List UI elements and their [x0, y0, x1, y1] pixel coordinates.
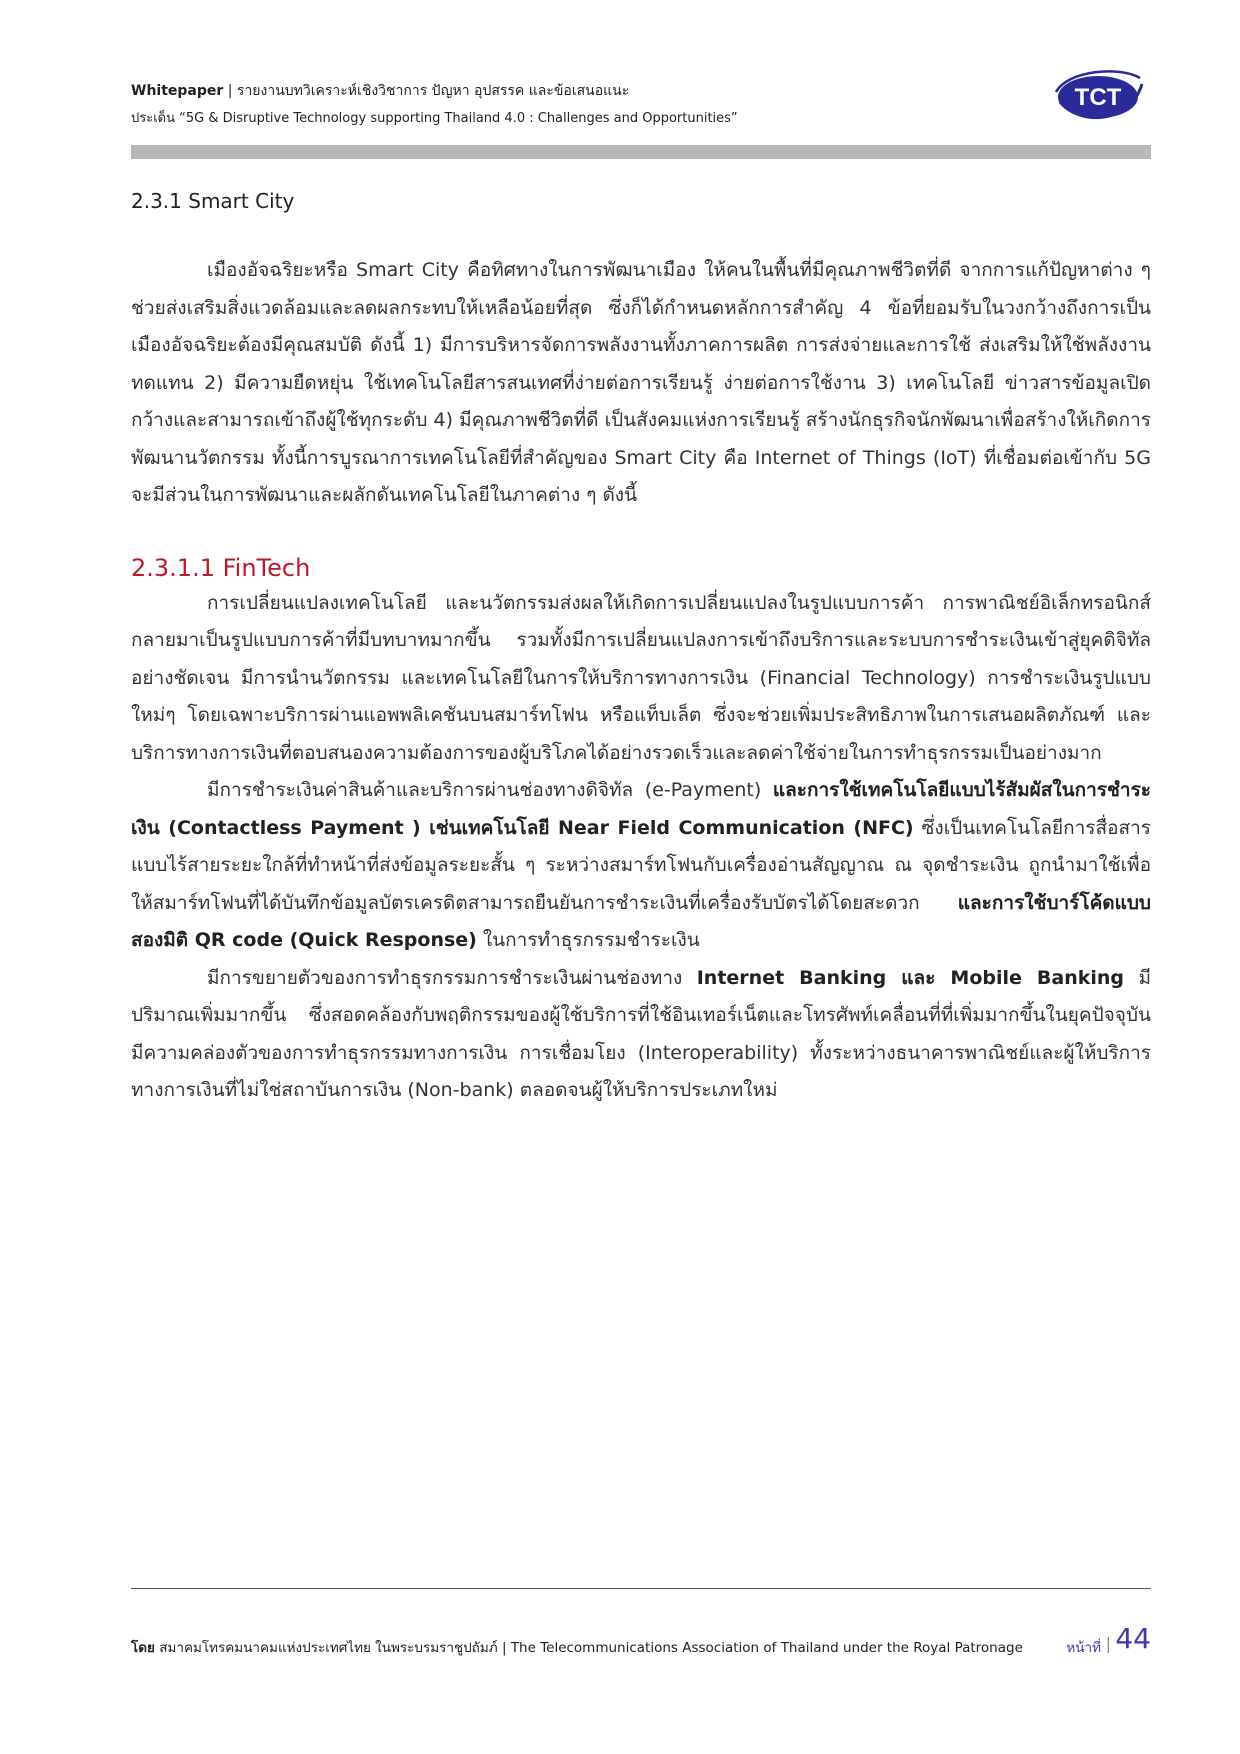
footer-divider [131, 1588, 1151, 1589]
p3-bold-banking: Internet Banking และ Mobile Banking [696, 966, 1125, 989]
fintech-paragraph-1: การเปลี่ยนแปลงเทคโนโลยี และนวัตกรรมส่งผลให้เกิดการเปลี่ยนแปลงในรูปแบบการค้า การพาณิชย์อิเล็กทรอนิกส์กลายมาเป็นรูปแบบการค้าที่มีบทบาทมากขึ้น รวมทั้งมีการเปลี่ยนแปลงการเข้าถึงบริการและระบบการชำระเงินเข้าสู่ยุคดิจิทัลอย่างชัดเจน มีการนำนวัตกรรม และเทคโนโลยีในการให้บริการทางการเงิน (Financial Technology) การชำระเงินรูปแบบใหม่ๆ โดยเฉพาะบริการผ่านแอพพลิเคชันบนสมาร์ทโฟน หรือแท็บเล็ต ซึ่งจะช่วยเพิ่มประสิทธิภาพในการเสนอผลิตภัณฑ์ และบริการทางการเงินที่ตอบสนองความต้องการของผู้บริโภคได้อย่างรวดเร็วและลดค่าใช้จ่ายในการทำธุรกรรมเป็นอย่างมาก [131, 591, 1151, 764]
header-separator: | [223, 83, 237, 99]
section-title: 2.3.1 Smart City [131, 189, 295, 213]
p2-text-a: มีการชำระเงินค่าสินค้าและบริการผ่านช่องทางดิจิทัล (e-Payment) [207, 779, 773, 801]
p3-text-a: มีการขยายตัวของการทำธุรกรรมการชำระเงินผ่านช่องทาง [207, 966, 697, 989]
p2-bold-contactless: และการใช้เทคโนโลยีแบบไร้สัมผัสในการชำระเงิน (Contactless Payment ) เช่นเทคโนโลยี Near Field Communication (NFC) [131, 779, 1151, 839]
section-paragraph: เมืองอัจฉริยะหรือ Smart City คือทิศทางในการพัฒนาเมือง ให้คนในพื้นที่มีคุณภาพชีวิตที่ดี จากการแก้ปัญหาต่าง ๆ ช่วยส่งเสริมสิ่งแวดล้อมและลดผลกระทบให้เหลือน้อยที่สุด ซึ่งก็ได้กำหนดหลักการสำคัญ 4 ข้อที่ยอมรับในวงกว้างถึงการเป็นเมืองอัจฉริยะต้องมีคุณสมบัติ ดังนี้ 1) มีการบริหารจัดการพลังงานทั้งภาคการผลิต การส่งจ่ายและการใช้ ส่งเสริมให้ใช้พลังงานทดแทน 2) มีความยืดหยุ่น ใช้เทคโนโลยีสารสนเทศที่ง่ายต่อการเรียนรู้ ง่ายต่อการใช้งาน 3) เทคโนโลยี ข่าวสารข้อมูลเปิดกว้างและสามารถเข้าถึงผู้ใช้ทุกระดับ 4) มีคุณภาพชีวิตที่ดี เป็นสังคมแห่งการเรียนรู้ สร้างนักธุรกิจนักพัฒนาเพื่อสร้างให้เกิดการพัฒนานวัตกรรม ทั้งนี้การบูรณาการเทคโนโลยีที่สำคัญของ Smart City คือ Internet of Things (IoT) ที่เชื่อมต่อเข้ากับ 5G จะมีส่วนในการพัฒนาและผลักดันเทคโนโลยีในภาคต่าง ๆ ดังนี้ [131, 259, 1151, 506]
footer-credit [131, 1636, 1023, 1658]
page-content [131, 186, 1151, 1110]
page-number: 44 [1115, 1622, 1151, 1655]
p2-text-c: ซึ่งเป็นเทคโนโลยีการสื่อสารแบบไร้สายระยะใกล้ที่ทำหน้าที่ส่งข้อมูลระยะสั้น ๆ ระหว่างสมาร์ทโฟนกับเครื่องอ่านสัญญาณ ณ จุดชำระเงิน ถูกนำมาใช้เพื่อให้สมาร์ทโฟนที่ได้บันทึกข้อมูลบัตรเครดิตสามารถยืนยันการชำระเงินที่เครื่องรับบัตรได้โดยสะดวก [131, 816, 1151, 914]
header-title-line [131, 80, 1151, 102]
page-label: หน้าที่ [1066, 1640, 1101, 1656]
header-issue: ประเด็น “5G & Disruptive Technology supporting Thailand 4.0 : Challenges and Opportunities” [131, 111, 738, 126]
header-report-title: รายงานบทวิเคราะห์เชิงวิชาการ ปัญหา อุปสรรค และข้อเสนอแนะ [236, 83, 630, 99]
fintech-paragraph-3 [131, 960, 1151, 1110]
logo-text: TCT [1074, 84, 1122, 111]
fintech-paragraph-2 [131, 772, 1151, 960]
p2-bold-qr: และการใช้บาร์โค้ดแบบสองมิติ QR code (Quick Response) [131, 891, 1151, 951]
header-divider-bar [131, 145, 1151, 159]
page-separator: | [1105, 1634, 1111, 1653]
p2-text-e: ในการทำธุรกรรมชำระเงิน [476, 929, 700, 951]
p3-text-c: มีปริมาณเพิ่มมากขึ้น ซึ่งสอดคล้องกับพฤติกรรมของผู้ใช้บริการที่ใช้อินเทอร์เน็ตและโทรศัพท์เคลื่อนที่ที่เพิ่มมากขึ้นในยุคปัจจุบัน มีความคล่องตัวของการทำธุรกรรมทางการเงิน การเชื่อมโยง (Interoperability) ทั้งระหว่างธนาคารพาณิชย์และผู้ให้บริการทางการเงินที่ไม่ใช่สถาบันการเงิน (Non-bank) ตลอดจนผู้ให้บริการประเภทใหม่ [131, 966, 1151, 1101]
subsection-title: 2.3.1.1 FinTech [131, 553, 311, 582]
footer-org: สมาคมโทรคมนาคมแห่งประเทศไทย ในพระบรมราชูปถัมภ์ | The Telecommunications Association of Thailand under the Royal Patronage [154, 1640, 1023, 1656]
footer-by: โดย [131, 1640, 155, 1656]
tct-logo [1050, 64, 1146, 126]
header-brand: Whitepaper [131, 83, 224, 99]
page-footer [131, 1620, 1151, 1660]
page-header [131, 80, 1151, 130]
